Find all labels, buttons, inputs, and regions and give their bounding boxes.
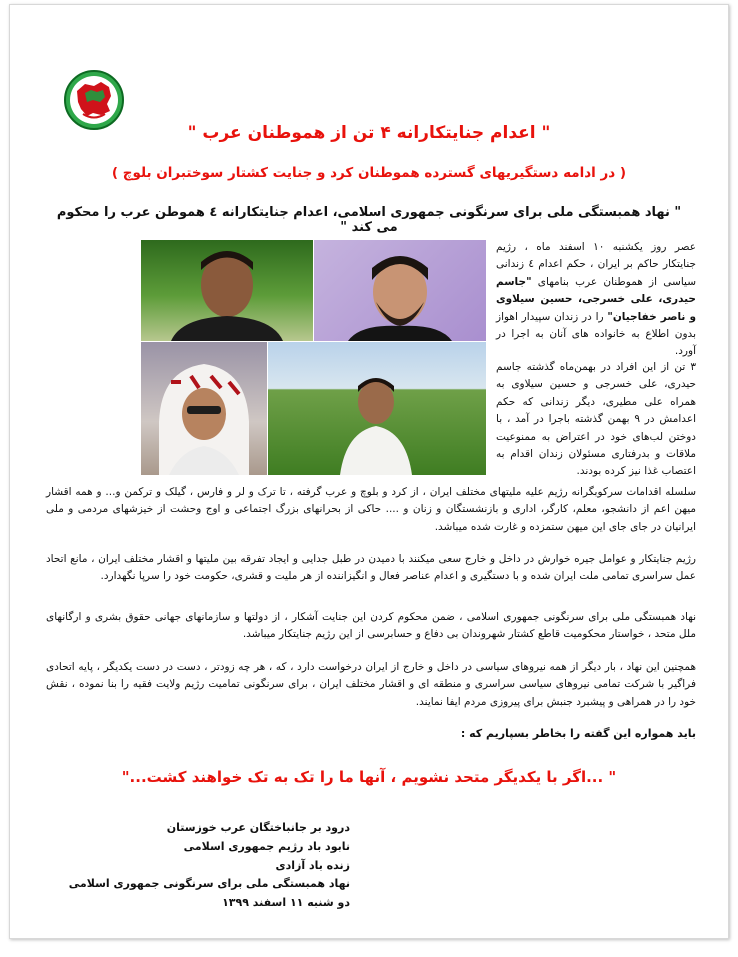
photo-portrait-3: [141, 342, 267, 475]
headline-title: " اعدام جنایتکارانه ۴ تن از هموطنان عرب ": [187, 123, 551, 143]
paragraph-3: سلسله اقدامات سرکوبگرانه رژیم علیه ملیتهای مختلف ایران ، از کرد و بلوچ و عرب گرفته ، تا ترک و لر و فارس ، گیلک و ترکمن و... و همه اقشار میهن اعم از دانشجو، معلم، کارگر، اداری و بازنشستگان و زنان و .... حاکی از بحرانهای بزرگ اجتماعی و اوج وحشت از خیزشهای مردمی و ملی ایرانیان در جای جای این میهن ستمزده و غارت شده میباشد.: [46, 486, 696, 533]
headline-subtitle: ( در ادامه دستگیریهای گسترده هموطنان کرد و جنایت کشتار سوختبران بلوچ ): [111, 165, 627, 181]
paragraph-1-text-b: را در زندان سپیدار اهواز بدون اطلاع به خانواده های آنان به اجرا در آورد.: [496, 310, 696, 358]
victim-names: "جاسم حیدری، علی خسرجی، حسین سیلاوی و ناصر خفاجیان": [496, 275, 696, 323]
paragraph-1-text-a: عصر روز یکشنبه ۱۰ اسفند ماه ، رژیم جنایتکار حاکم بر ایران ، حکم اعدام ٤ زندانی سیاسی از هموطنان عرب بنامهای: [496, 241, 696, 288]
signature-line-3: زنده باد آزادی: [275, 858, 350, 872]
photo-portrait-4: [268, 342, 486, 475]
paragraph-5: نهاد همبستگی ملی برای سرنگونی جمهوری اسلامی ، ضمن محکوم کردن این جنایت آشکار ، از دولتها و سازمانهای جهانی حقوق بشری و ارگانهای ملل متحد ، خواستار محکومیت قاطع کشتار شهروندان بی دفاع و حسابرسی از این رژیم جنایتکار میباشد.: [46, 611, 696, 641]
signature-line-4: نهاد همبستگی ملی برای سرنگونی جمهوری اسلامی: [68, 877, 350, 891]
document-page: [9, 4, 729, 939]
closing-lead: باید همواره این گفته را بخاطر بسپاریم که :: [460, 727, 696, 740]
paragraph-1: [496, 239, 696, 361]
slogan-quote: " ...اگر با یکدیگر متحد نشویم ، آنها ما را تک به تک خواهند کشت...": [121, 768, 617, 786]
signature-line-1: درود بر جانباختگان عرب خوزستان: [166, 821, 350, 834]
photo-portrait-1: [141, 240, 313, 341]
paragraph-4: رژیم جنایتکار و عوامل جیره خوارش در داخل و خارج سعی میکنند با دمیدن در طبل جدایی و ایجاد تفرقه بین ملیتها و اقشار مختلف ایران ، مانع اتحاد عمل سراسری تمامی ملت ایران شده و با دستگیری و اعدام عناصر فعال و انگیزاننده از هر ملیت و قشری، حکومت خود را سرپا نگهدارد.: [46, 553, 696, 583]
photo-collage: [140, 239, 487, 476]
photo-portrait-2: [314, 240, 486, 341]
organization-logo: [63, 69, 125, 131]
signature-block: [70, 819, 350, 913]
signature-line-2: نابود باد رژیم جمهوری اسلامی: [183, 839, 350, 853]
paragraph-2: ۳ تن از این افراد در بهمن‌ماه گذشته جاسم حیدری، علی خسرجی و حسین سیلاوی به همراه علی مطیری، دیگر زندانی که حکم اعدامش در ۹ بهمن گذشته باجرا در آمد ، با دوختن لب‌های خود در اعتراض به ممنوعیت ملاقات و بدرفتاری مسئولان زندان اقدام به اعتصاب غذا نیز کرده بودند.: [496, 361, 697, 478]
paragraph-6: همچنین این نهاد ، بار دیگر از همه نیروهای سیاسی در داخل و خارج از ایران درخواست دارد ، که ، هر چه زودتر ، دست در دست یکدیگر ، پایه اتحادی فراگیر با شرکت تمامی نیروهای سیاسی سراسری و منطقه ای و اقشار مختلف ایران ، برای سرنگونی تمامیت رژیم ولایت فقیه را بنا نموده ، نقش خود را در همراهی و پیشبرد جنبش برای پیروزی مردم ایفا نمایند.: [46, 661, 696, 708]
signature-date: دو شنبه ۱۱ اسفند ۱۳۹۹: [222, 896, 350, 910]
lead-statement: " نهاد همبستگی ملی برای سرنگونی جمهوری اسلامی، اعدام جنایتکارانه ٤ هموطن عرب را محکوم می کند ": [56, 205, 682, 235]
